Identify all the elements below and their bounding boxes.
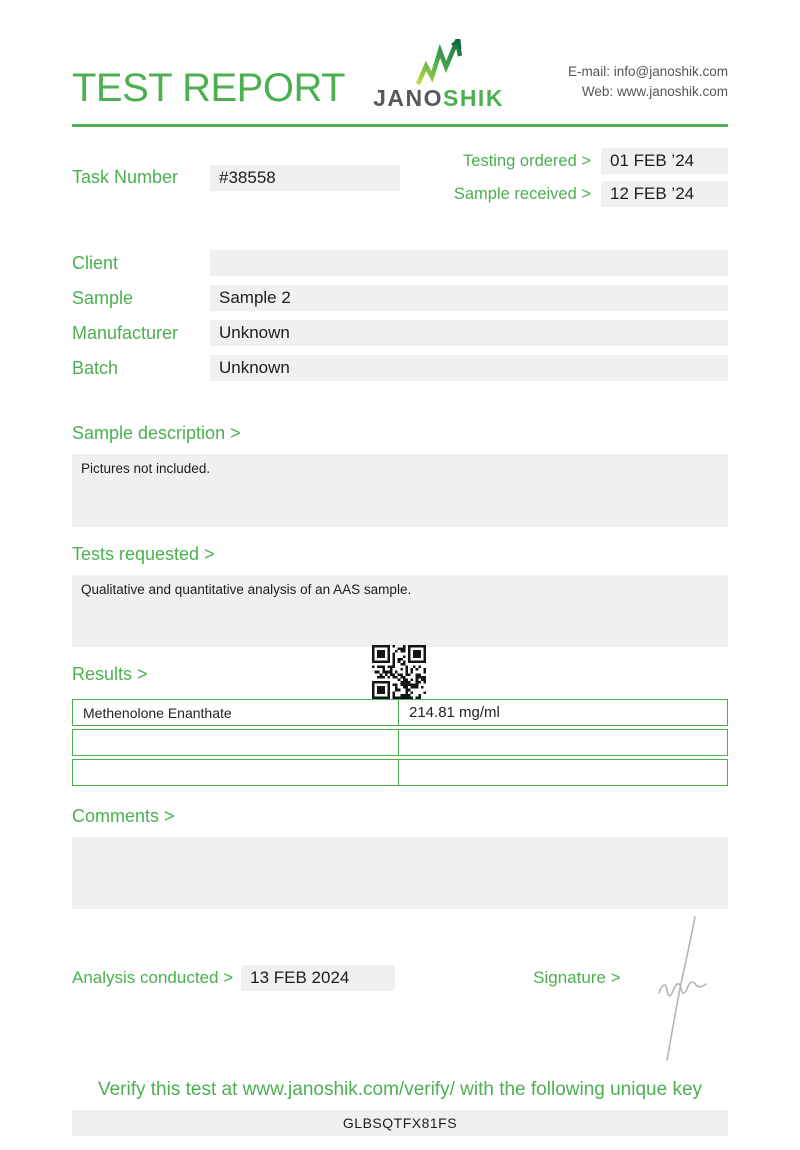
task-number-label: Task Number: [72, 167, 179, 187]
testing-ordered-label: Testing ordered >: [463, 151, 591, 170]
manufacturer-value: Unknown: [210, 320, 728, 346]
tests-requested-text: Qualitative and quantitative analysis of an AAS sample.: [72, 575, 728, 647]
janoshik-logo: [373, 39, 504, 110]
contact-email-line: [568, 62, 728, 82]
task-number-value: #38558: [210, 165, 400, 191]
logo-text-green: SHIK: [442, 85, 504, 111]
email-label: E-mail:: [567, 64, 610, 79]
logo-wordmark: [373, 87, 504, 110]
page-title: TEST REPORT: [72, 66, 346, 110]
signature-handwriting: [648, 913, 710, 1063]
substance-cell: Methenolone Enanthate: [73, 700, 399, 725]
manufacturer-label: Manufacturer: [72, 322, 179, 343]
client-value: [210, 250, 728, 276]
sample-description-label: Sample description >: [72, 423, 241, 443]
detail-row-sample: [72, 285, 728, 311]
verify-text: Verify this test at www.janoshik.com/verify/ with the following unique key: [97, 1079, 703, 1100]
sample-description-section: [72, 423, 728, 527]
sample-description-text: Pictures not included.: [72, 454, 728, 527]
table-row: [72, 759, 728, 786]
comments-text: [72, 837, 728, 909]
detail-row-client: [72, 250, 728, 276]
logo-text-dark: JANO: [373, 85, 443, 111]
analysis-conducted-label: Analysis conducted >: [72, 968, 234, 987]
batch-value: Unknown: [210, 355, 728, 381]
sample-received-label: Sample received >: [453, 184, 591, 203]
email-value: info@janoshik.com: [613, 64, 728, 79]
results-table: [72, 699, 728, 786]
header: [72, 38, 728, 110]
amount-cell: 214.81 mg/ml: [409, 704, 500, 721]
client-label: Client: [72, 252, 119, 273]
logo-chart-icon: [410, 39, 468, 85]
tests-requested-section: [72, 544, 728, 647]
tests-requested-label: Tests requested >: [72, 544, 215, 564]
signature-label: Signature >: [533, 968, 621, 987]
sample-received-value: 12 FEB ’24: [601, 181, 728, 207]
analysis-signature-row: [72, 965, 728, 991]
amount-cell: [399, 760, 727, 785]
header-divider: [72, 124, 728, 127]
qr-code: [372, 645, 426, 699]
substance-cell: [73, 760, 399, 785]
detail-row-manufacturer: [72, 320, 728, 346]
results-label: Results >: [72, 664, 148, 684]
sample-label: Sample: [72, 287, 134, 308]
testing-ordered-value: 01 FEB ’24: [601, 148, 728, 174]
comments-section: [72, 806, 728, 909]
table-row: [72, 729, 728, 756]
unique-key-value: GLBSQTFX81FS: [72, 1110, 728, 1136]
contact-info: [568, 62, 728, 102]
sample-received-row: [454, 181, 728, 207]
task-section: [72, 148, 728, 207]
details-section: [72, 250, 728, 381]
detail-row-batch: [72, 355, 728, 381]
analysis-date-value: 13 FEB 2024: [241, 965, 395, 991]
table-row: [72, 699, 728, 726]
task-dates: [454, 148, 728, 207]
sample-value: Sample 2: [210, 285, 728, 311]
testing-ordered-row: [454, 148, 728, 174]
web-value: www.janoshik.com: [616, 84, 728, 99]
amount-cell: [399, 730, 727, 755]
task-number-row: [72, 148, 400, 207]
substance-cell: [73, 730, 399, 755]
web-label: Web:: [581, 84, 614, 99]
batch-label: Batch: [72, 357, 119, 378]
comments-label: Comments >: [72, 806, 175, 826]
contact-web-line: [568, 82, 728, 102]
